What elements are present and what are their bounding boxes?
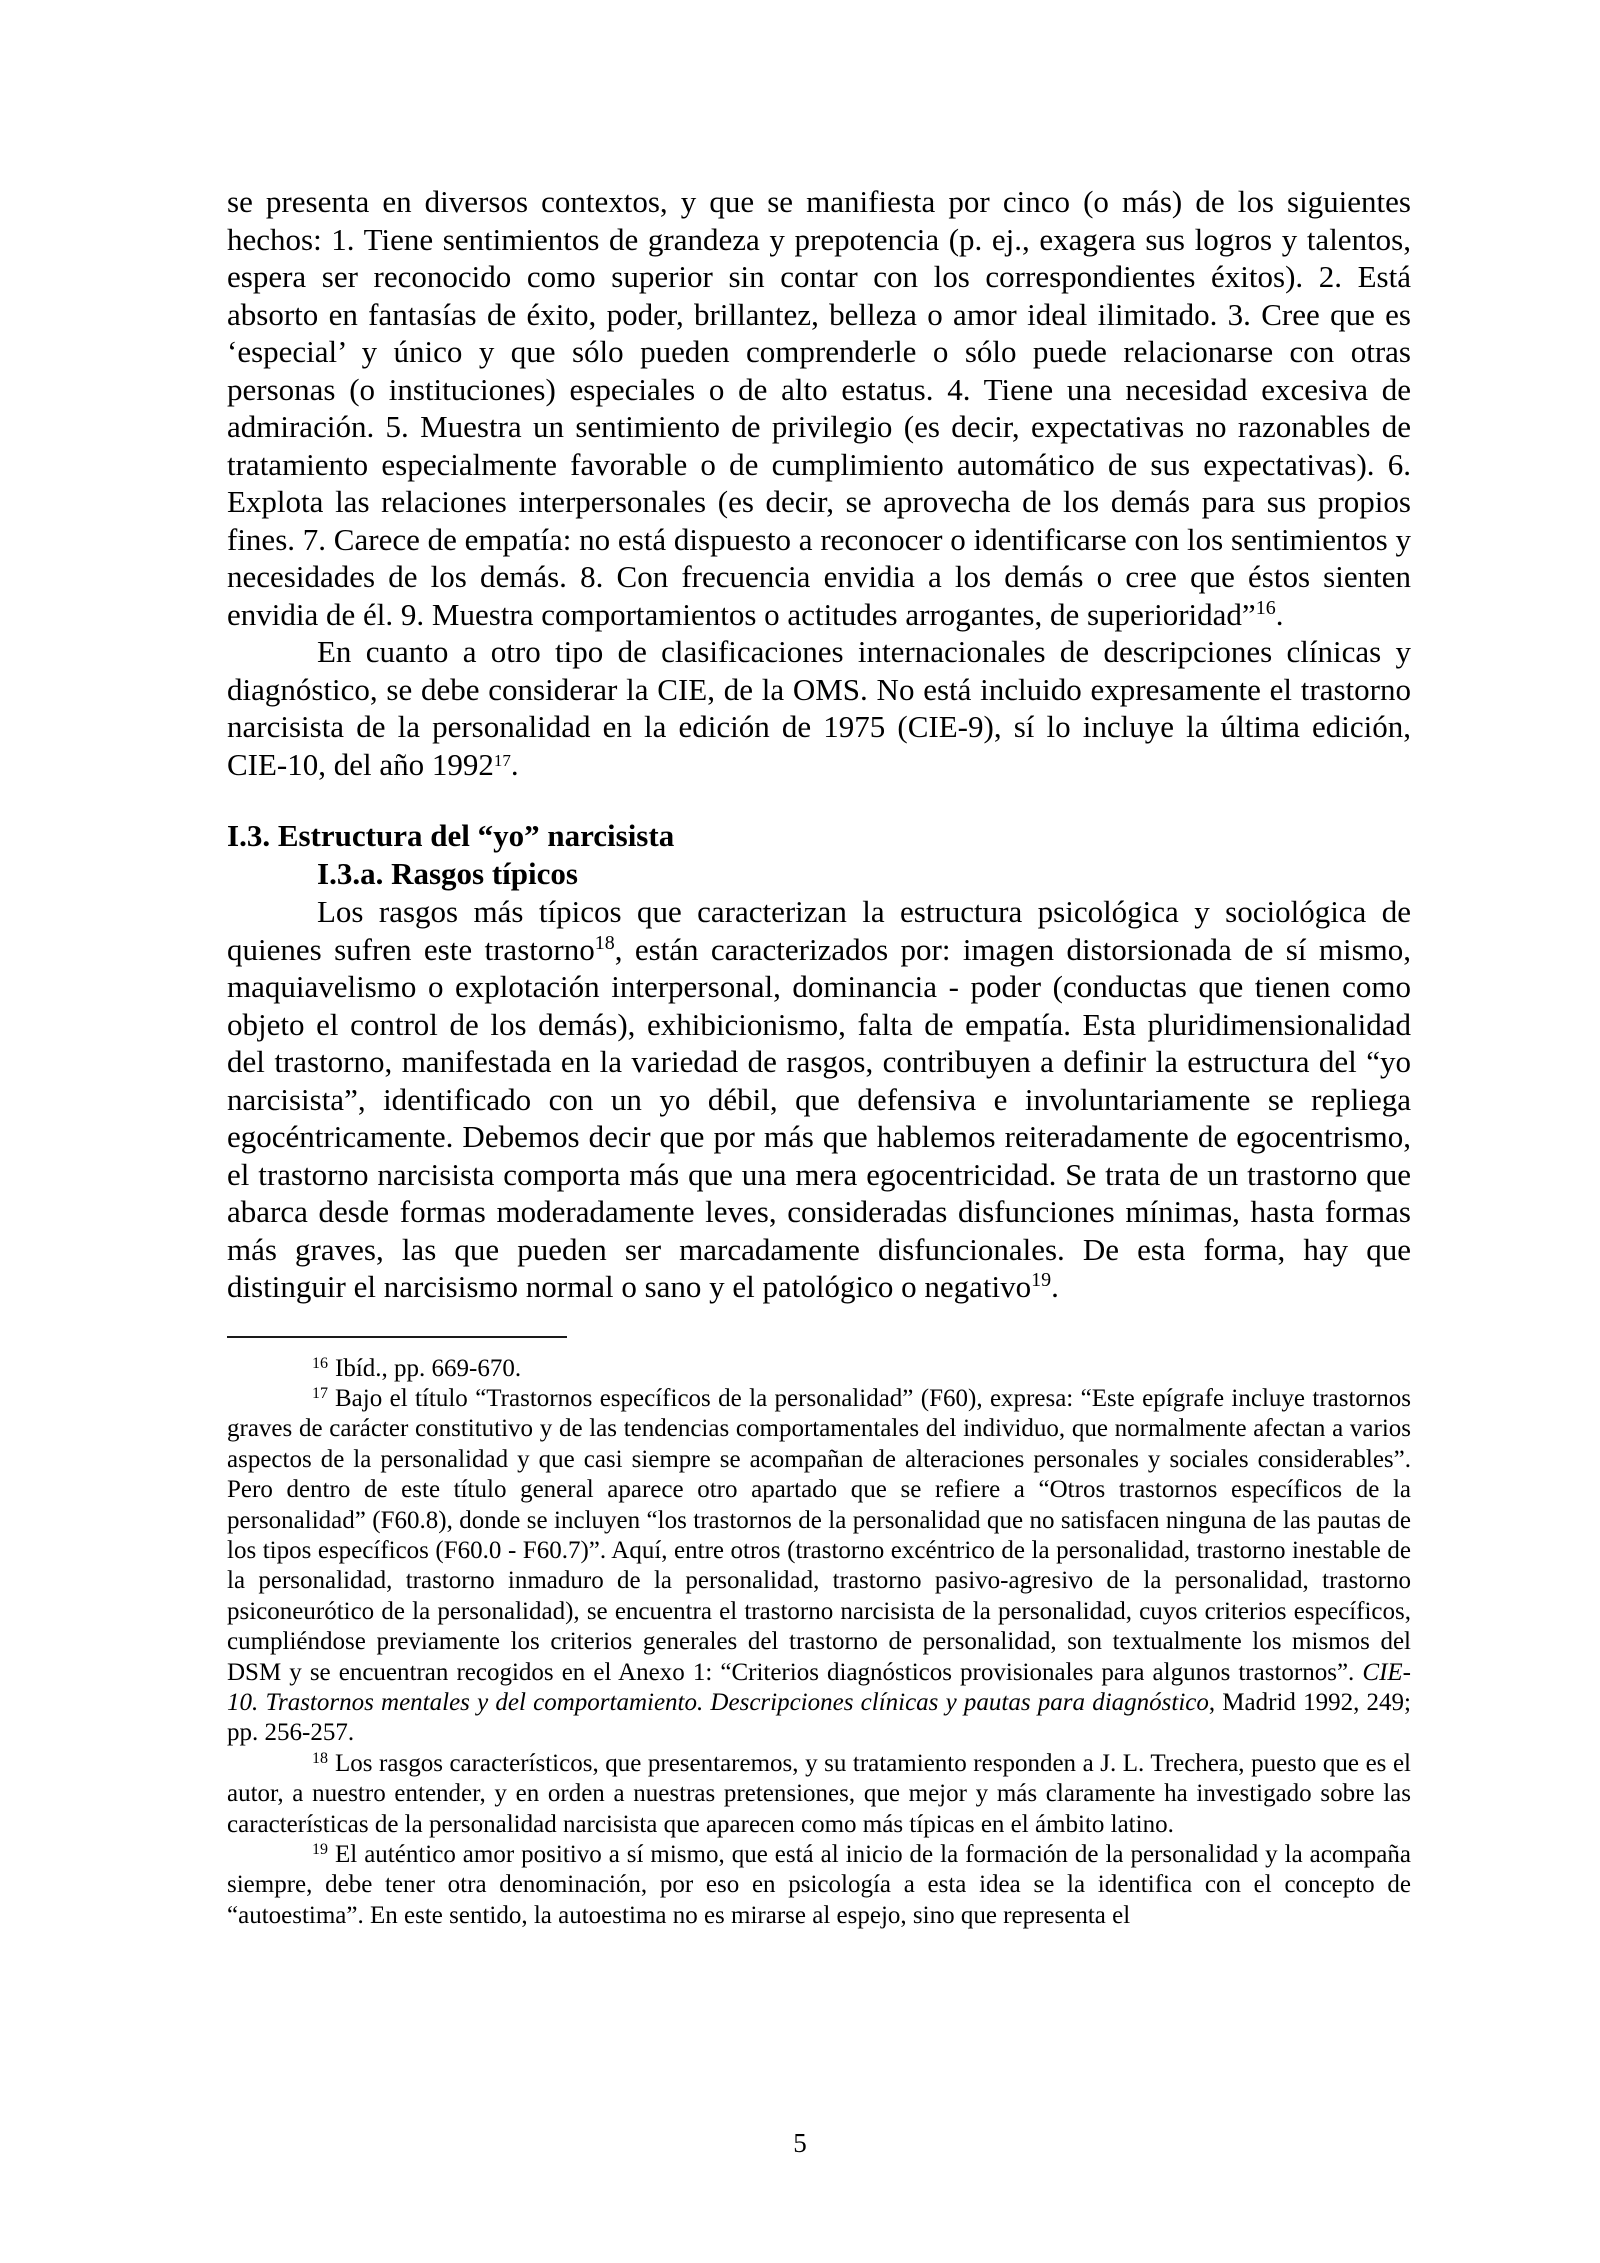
- paragraph-dsm-criteria: [227, 183, 1411, 633]
- footnote-number-18: 18: [312, 1749, 328, 1767]
- footnote-ref-17: 17: [493, 750, 511, 770]
- footnote-text: Ibíd., pp. 669-670.: [335, 1354, 522, 1382]
- footnote-ref-16: 16: [1255, 596, 1276, 619]
- footnote-17: [227, 1384, 1411, 1749]
- page-content: [227, 183, 1411, 1931]
- footnote-number-16: 16: [312, 1354, 328, 1372]
- footnote-text: , Madrid 1992, 249; pp. 256-257.: [227, 1688, 1411, 1747]
- footnote-text: Bajo el título “Trastornos específicos de la personalidad” (F60), expresa: “Este epígrafe incluye trastornos graves de carácter constitutivo y de las tendencias comportamentales del individuo, que normalmente afectan a varios aspectos de la personalidad y que casi siempre se acompañan de alteraciones personales y sociales considerables”. Pero dentro de este título general aparece otro apartado que se refiere a “Otros trastornos específicos de la personalidad” (F60.8), donde se incluyen “los trastornos de la personalidad que no satisfacen ninguna de las pautas de los tipos específicos (F60.0 - F60.7)”. Aquí, entre otros (trastorno excéntrico de la personalidad, trastorno inestable de la personalidad, trastorno inmaduro de la personalidad, trastorno pasivo-agresivo de la personalidad, trastorno psiconeurótico de la personalidad), se encuentra el trastorno narcisista de la personalidad, cuyos criterios específicos, cumpliéndose previamente los criterios generales del trastorno de personalidad, son textualmente los mismos del DSM y se encuentran recogidos en el Anexo 1: “Criterios diagnósticos provisionales para algunos trastornos”.: [227, 1384, 1411, 1686]
- page-number: 5: [793, 2128, 807, 2158]
- footnote-text: El auténtico amor positivo a sí mismo, que está al inicio de la formación de la personalidad y la acompaña siempre, debe tener otra denominación, por eso en psicología a esta idea se la identifica con el concepto de “autoestima”. En este sentido, la autoestima no es mirarse al espejo, sino que representa el: [227, 1841, 1411, 1929]
- paragraph-text: .: [1275, 596, 1284, 632]
- paragraph-text: .: [510, 746, 519, 782]
- footnote-18: [227, 1749, 1411, 1840]
- paragraph-rasgos-tipicos: [227, 893, 1411, 1306]
- footnote-citation-title: CIE-10. Trastornos mentales y del comportamiento. Descripciones clínicas y pautas para diagnóstico: [227, 1658, 1411, 1716]
- footnote-ref-19: 19: [1031, 1269, 1052, 1291]
- paragraph-text: , están caracterizados por: imagen distorsionada de sí mismo, maquiavelismo o explotación interpersonal, dominancia - poder (conductas que tienen como objeto el control de los demás), exhibicionismo, falta de empatía. Esta pluridimensionalidad del trastorno, manifestada en la variedad de rasgos, contribuyen a definir la estructura del “yo narcisista”, identificado con un yo débil, que defensiva e involuntariamente se repliega egocéntricamente. Debemos decir que por más que hablemos reiteradamente de egocentrismo, el trastorno narcisista comporta más que una mera egocentricidad. Se trata de un trastorno que abarca desde formas moderadamente leves, consideradas disfunciones mínimas, hasta formas más graves, las que pueden ser marcadamente disfuncionales. De esta forma, hay que distinguir el narcisismo normal o sano y el patológico o negativo: [227, 931, 1411, 1304]
- footnote-number-17: 17: [312, 1384, 328, 1402]
- footnote-19: [227, 1840, 1411, 1931]
- footnote-separator: [227, 1336, 567, 1338]
- paragraph-text: .: [1051, 1269, 1059, 1304]
- subsection-heading: I.3.a. Rasgos típicos: [317, 856, 578, 891]
- paragraph-text: se presenta en diversos contextos, y que se manifiesta por cinco (o más) de los siguientes hechos: 1. Tiene sentimientos de grandeza y prepotencia (p. ej., exagera sus logros y talentos, espera ser reconocido como superior sin contar con los correspondientes éxitos). 2. Está absorto en fantasías de éxito, poder, brillantez, belleza o amor ideal ilimitado. 3. Cree que es ‘especial’ y único y que sólo pueden comprenderle o sólo puede relacionarse con otras personas (o instituciones) especiales o de alto estatus. 4. Tiene una necesidad excesiva de admiración. 5. Muestra un sentimiento de privilegio (es decir, expectativas no razonables de tratamiento especialmente favorable o de cumplimiento automático de sus expectativas). 6. Explota las relaciones interpersonales (es decir, se aprovecha de los demás para sus propios fines. 7. Carece de empatía: no está dispuesto a reconocer o identificarse con los sentimientos y necesidades de los demás. 8. Con frecuencia envidia a los demás o cree que éstos sienten envidia de él. 9. Muestra comportamientos o actitudes arrogantes, de superioridad”: [227, 184, 1411, 632]
- footnote-number-19: 19: [312, 1841, 328, 1858]
- paragraph-cie-oms: [227, 633, 1411, 783]
- footnote-16: [227, 1354, 1411, 1384]
- paragraph-text: En cuanto a otro tipo de clasificaciones internacionales de descripciones clínicas y diagnóstico, se debe considerar la CIE, de la OMS. No está incluido expresamente el trastorno narcisista de la personalidad en la edición de 1975 (CIE-9), sí lo incluye la última edición, CIE-10, del año 1992: [227, 634, 1411, 782]
- footnotes-section: [227, 1354, 1411, 1932]
- footnote-ref-18: 18: [594, 931, 615, 954]
- section-heading: I.3. Estructura del “yo” narcisista: [227, 818, 675, 853]
- paragraph-text: Los rasgos más típicos que caracterizan la estructura psicológica y sociológica de quienes sufren este trastorno: [227, 894, 1411, 967]
- footnote-text: Los rasgos característicos, que presentaremos, y su tratamiento responden a J. L. Trechera, puesto que es el autor, a nuestro entender, y en orden a nuestras pretensiones, que mejor y más claramente ha investigado sobre las características de la personalidad narcisista que aparecen como más típicas en el ámbito latino.: [227, 1749, 1411, 1838]
